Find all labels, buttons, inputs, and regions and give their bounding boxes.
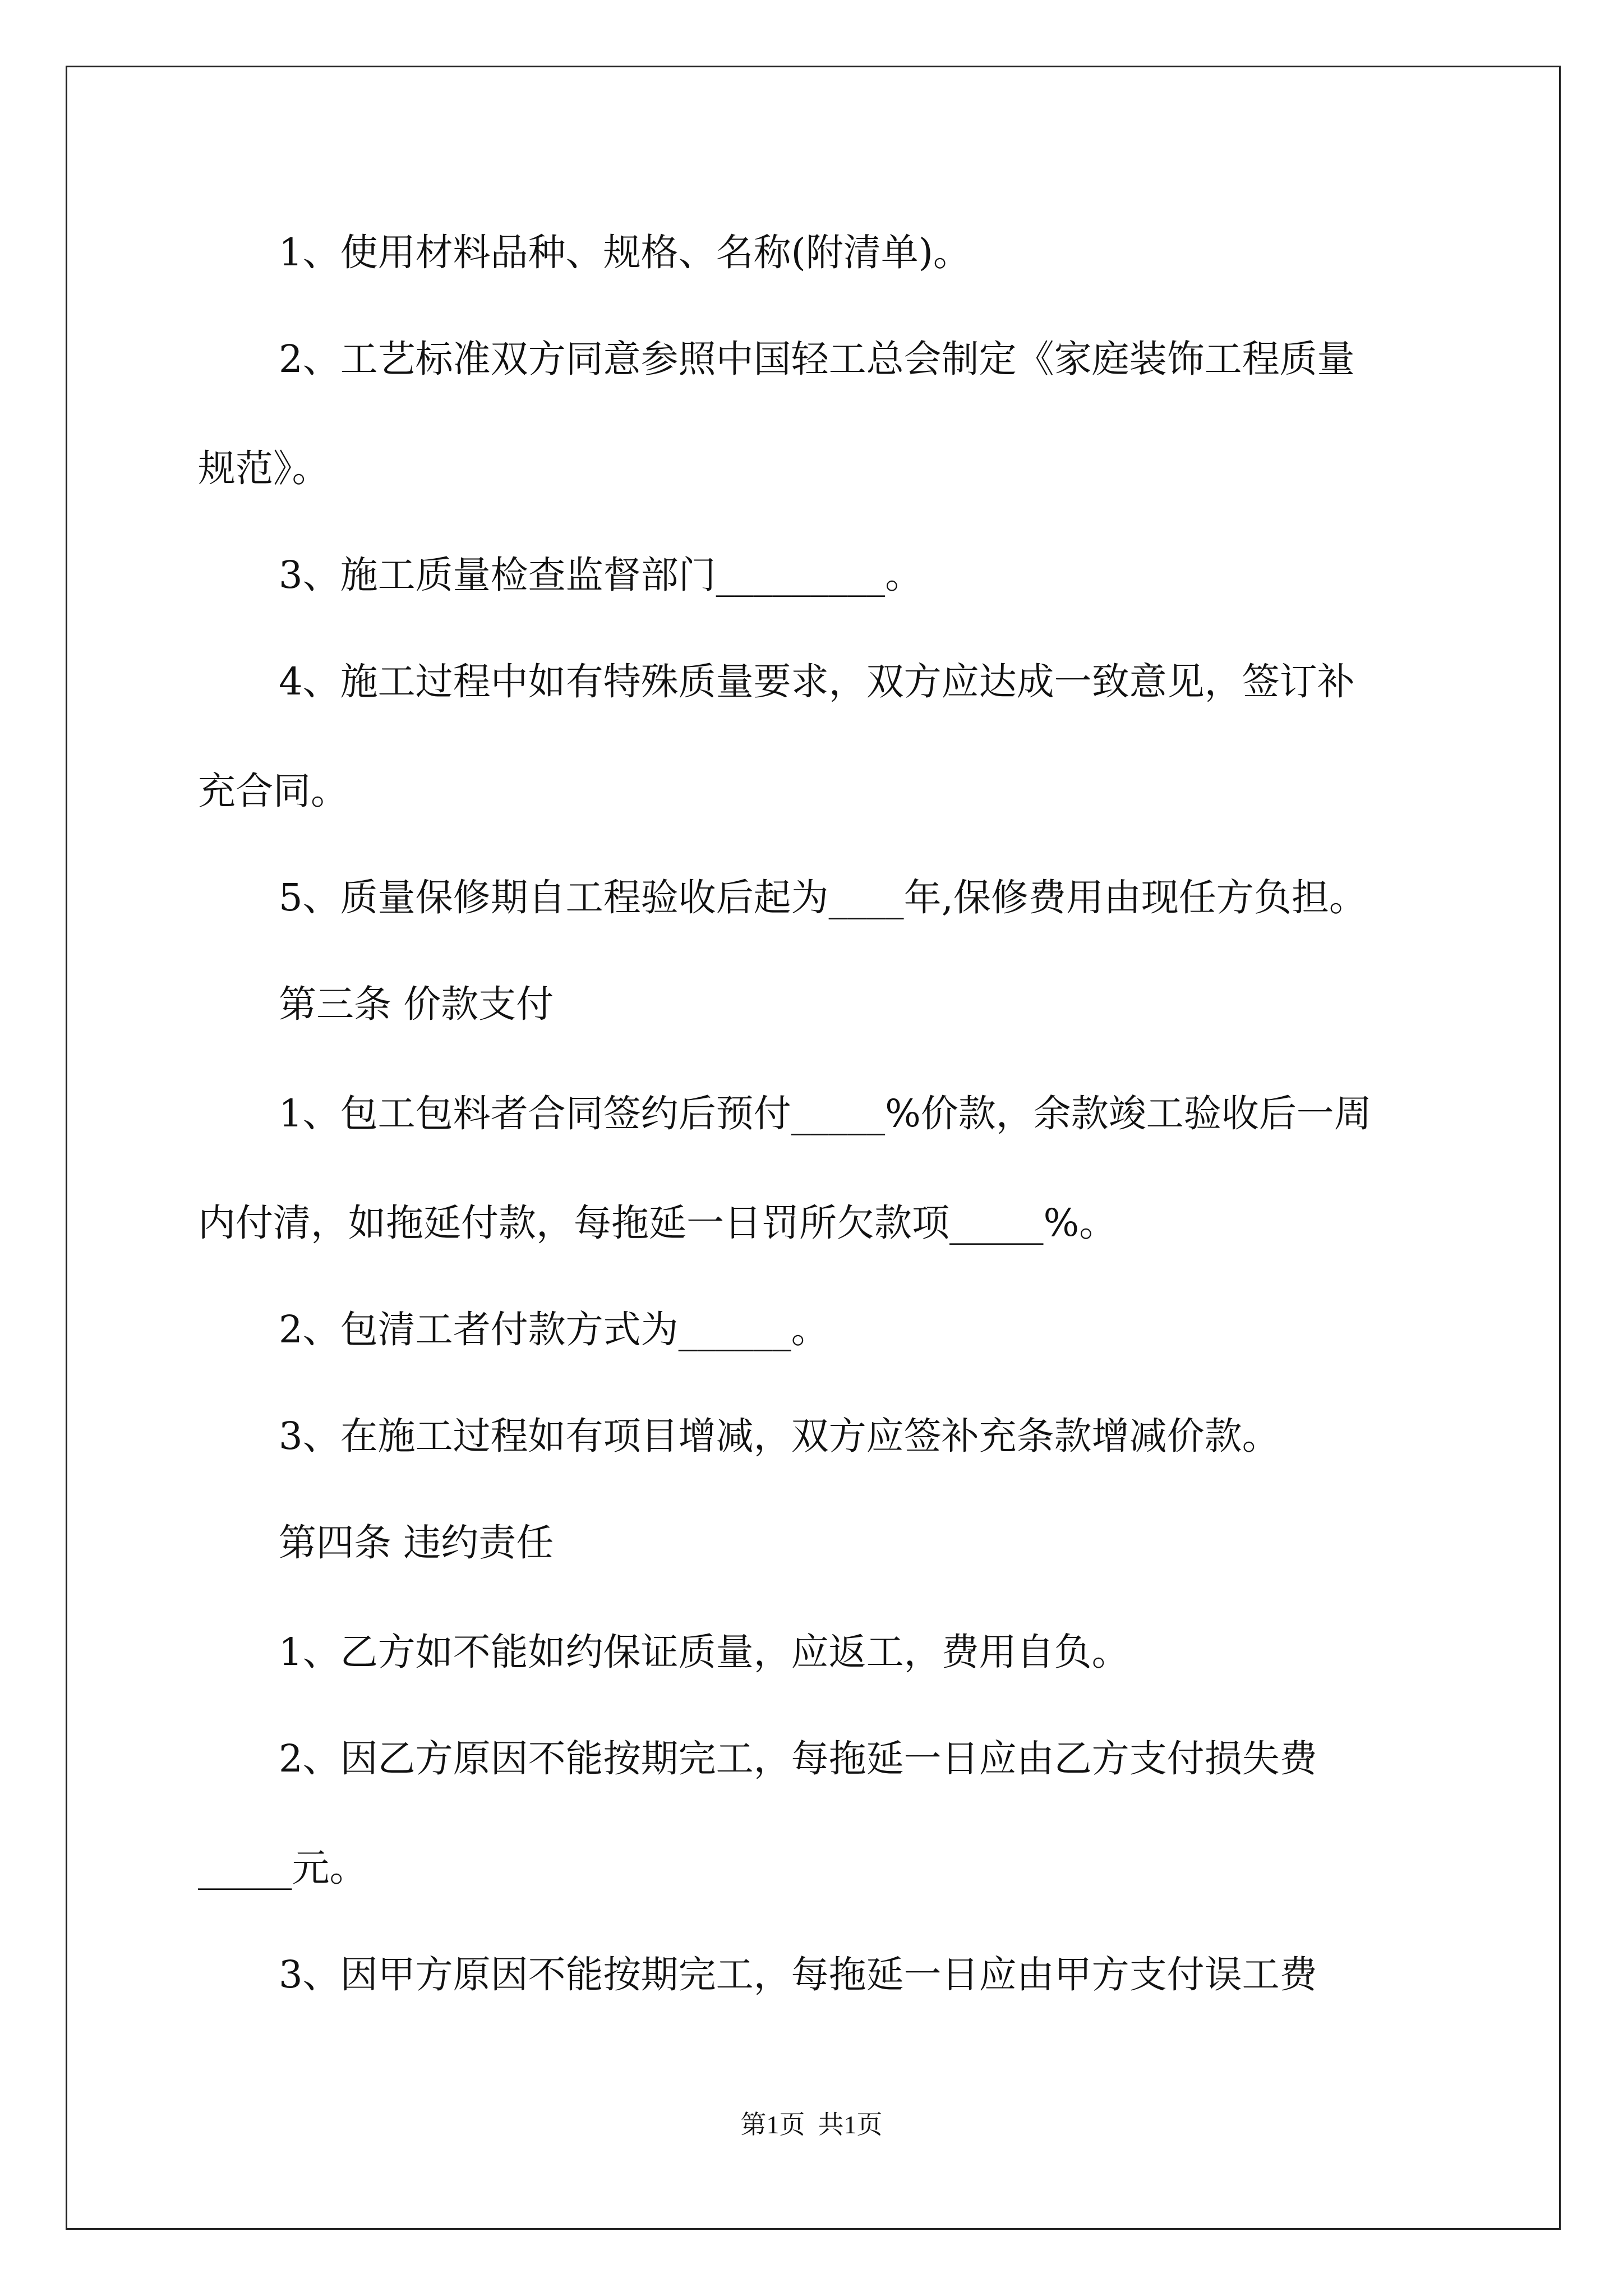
page-border <box>66 66 1561 2230</box>
page-footer: 第1页 共1页 <box>740 2110 883 2139</box>
clause-line: 3、因甲方原因不能按期完工，每拖延一日应由甲方支付误工费 <box>279 1953 1317 1996</box>
clause-line: 规范》。 <box>198 447 330 490</box>
clause-line: 内付清，如拖延付款，每拖延一日罚所欠款项_____%。 <box>198 1201 1117 1245</box>
clause-line: 充合同。 <box>198 769 348 813</box>
clause-line: 1、使用材料品种、规格、名称(附清单)。 <box>279 231 971 274</box>
clause-line: 2、因乙方原因不能按期完工，每拖延一日应由乙方支付损失费 <box>279 1737 1317 1780</box>
clause-line: 1、包工包料者合同签约后预付_____%价款，余款竣工验收后一周 <box>279 1092 1372 1135</box>
clause-line: 2、包清工者付款方式为______。 <box>279 1308 829 1351</box>
clause-line: _____元。 <box>198 1846 367 1890</box>
clause-line: 1、乙方如不能如约保证质量，应返工，费用自负。 <box>279 1630 1129 1674</box>
section-heading: 第三条 价款支付 <box>279 982 554 1026</box>
clause-line: 3、在施工过程如有项目增减，双方应签补充条款增减价款。 <box>279 1414 1280 1458</box>
clause-line: 2、工艺标准双方同意参照中国轻工总会制定《家庭装饰工程质量 <box>279 337 1355 381</box>
clause-line: 3、施工质量检查监督部门_________。 <box>279 553 923 597</box>
section-heading: 第四条 违约责任 <box>279 1521 554 1565</box>
clause-line: 5、质量保修期自工程验收后起为____年,保修费用由现任方负担。 <box>279 876 1367 919</box>
clause-line: 4、施工过程中如有特殊质量要求，双方应达成一致意见，签订补 <box>279 660 1355 703</box>
